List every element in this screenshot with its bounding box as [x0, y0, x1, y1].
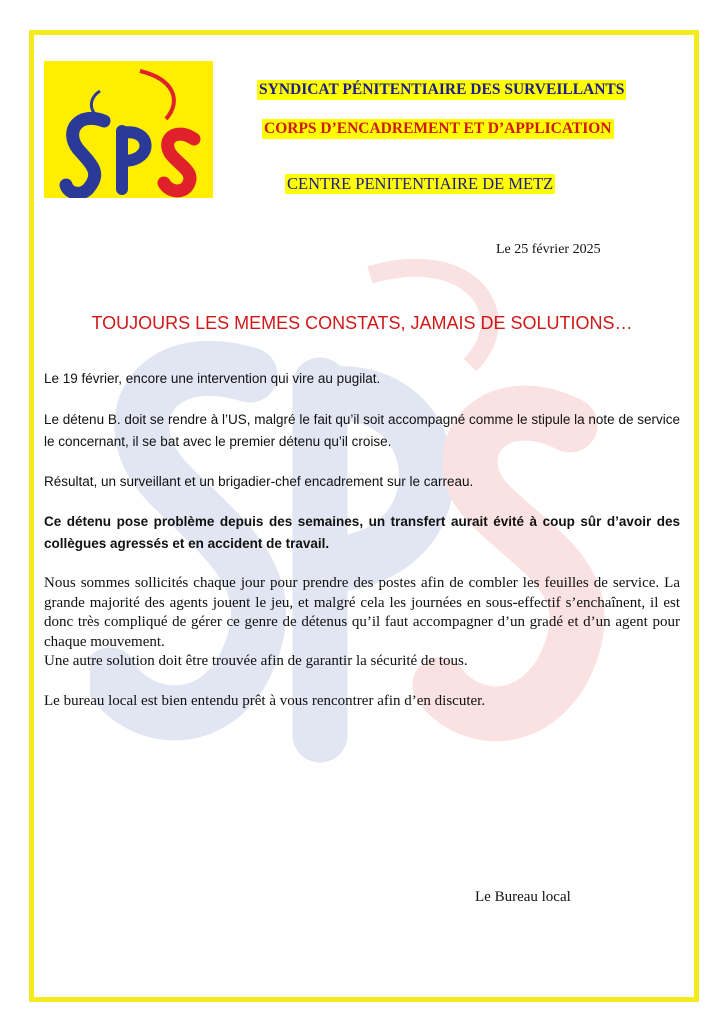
document-date: Le 25 février 2025 [496, 242, 601, 257]
paragraph-6: Le bureau local est bien entendu prêt à vous rencontrer afin d’en discuter. [44, 693, 486, 709]
union-name: SYNDICAT PÉNITENTIAIRE DES SURVEILLANTS [259, 81, 625, 98]
establishment-name: CENTRE PENITENTIAIRE DE METZ [287, 174, 554, 193]
paragraph-2: Le détenu B. doit se rendre à l’US, malgré le fait qu’il soit accompagné comme le stipule la note de service le concernant, il se bat avec le premier détenu qu’il croise. [44, 412, 680, 449]
paragraph-4-bold: Ce détenu pose problème depuis des semaines, un transfert aurait évité à coup sûr d’avoir des collègues agressés et en accident de travail. [44, 514, 680, 551]
document-title: TOUJOURS LES MEMES CONSTATS, JAMAIS DE SOLUTIONS… [91, 313, 633, 333]
paragraph-5-text: Nous sommes sollicités chaque jour pour prendre des postes afin de combler les feuilles de service. La grande majorité des agents jouent le jeu, et malgré cela les journées en sous-effectif s’enchaînent, il est donc très compliqué de gérer ce genre de détenus qu’il faut accompagner d’un gradé et d’un agent pour chaque mouvement. [44, 575, 680, 650]
signature: Le Bureau local [475, 889, 571, 905]
paragraph-3: Résultat, un surveillant et un brigadier-chef encadrement sur le carreau. [44, 474, 474, 489]
sps-logo [44, 61, 213, 198]
paragraph-5-conclusion: Une autre solution doit être trouvée afin de garantir la sécurité de tous. [44, 653, 468, 669]
paragraph-1: Le 19 février, encore une intervention qui vire au pugilat. [44, 371, 381, 386]
paragraph-5 [44, 574, 680, 672]
corps-name: CORPS D’ENCADREMENT ET D’APPLICATION [264, 120, 612, 137]
